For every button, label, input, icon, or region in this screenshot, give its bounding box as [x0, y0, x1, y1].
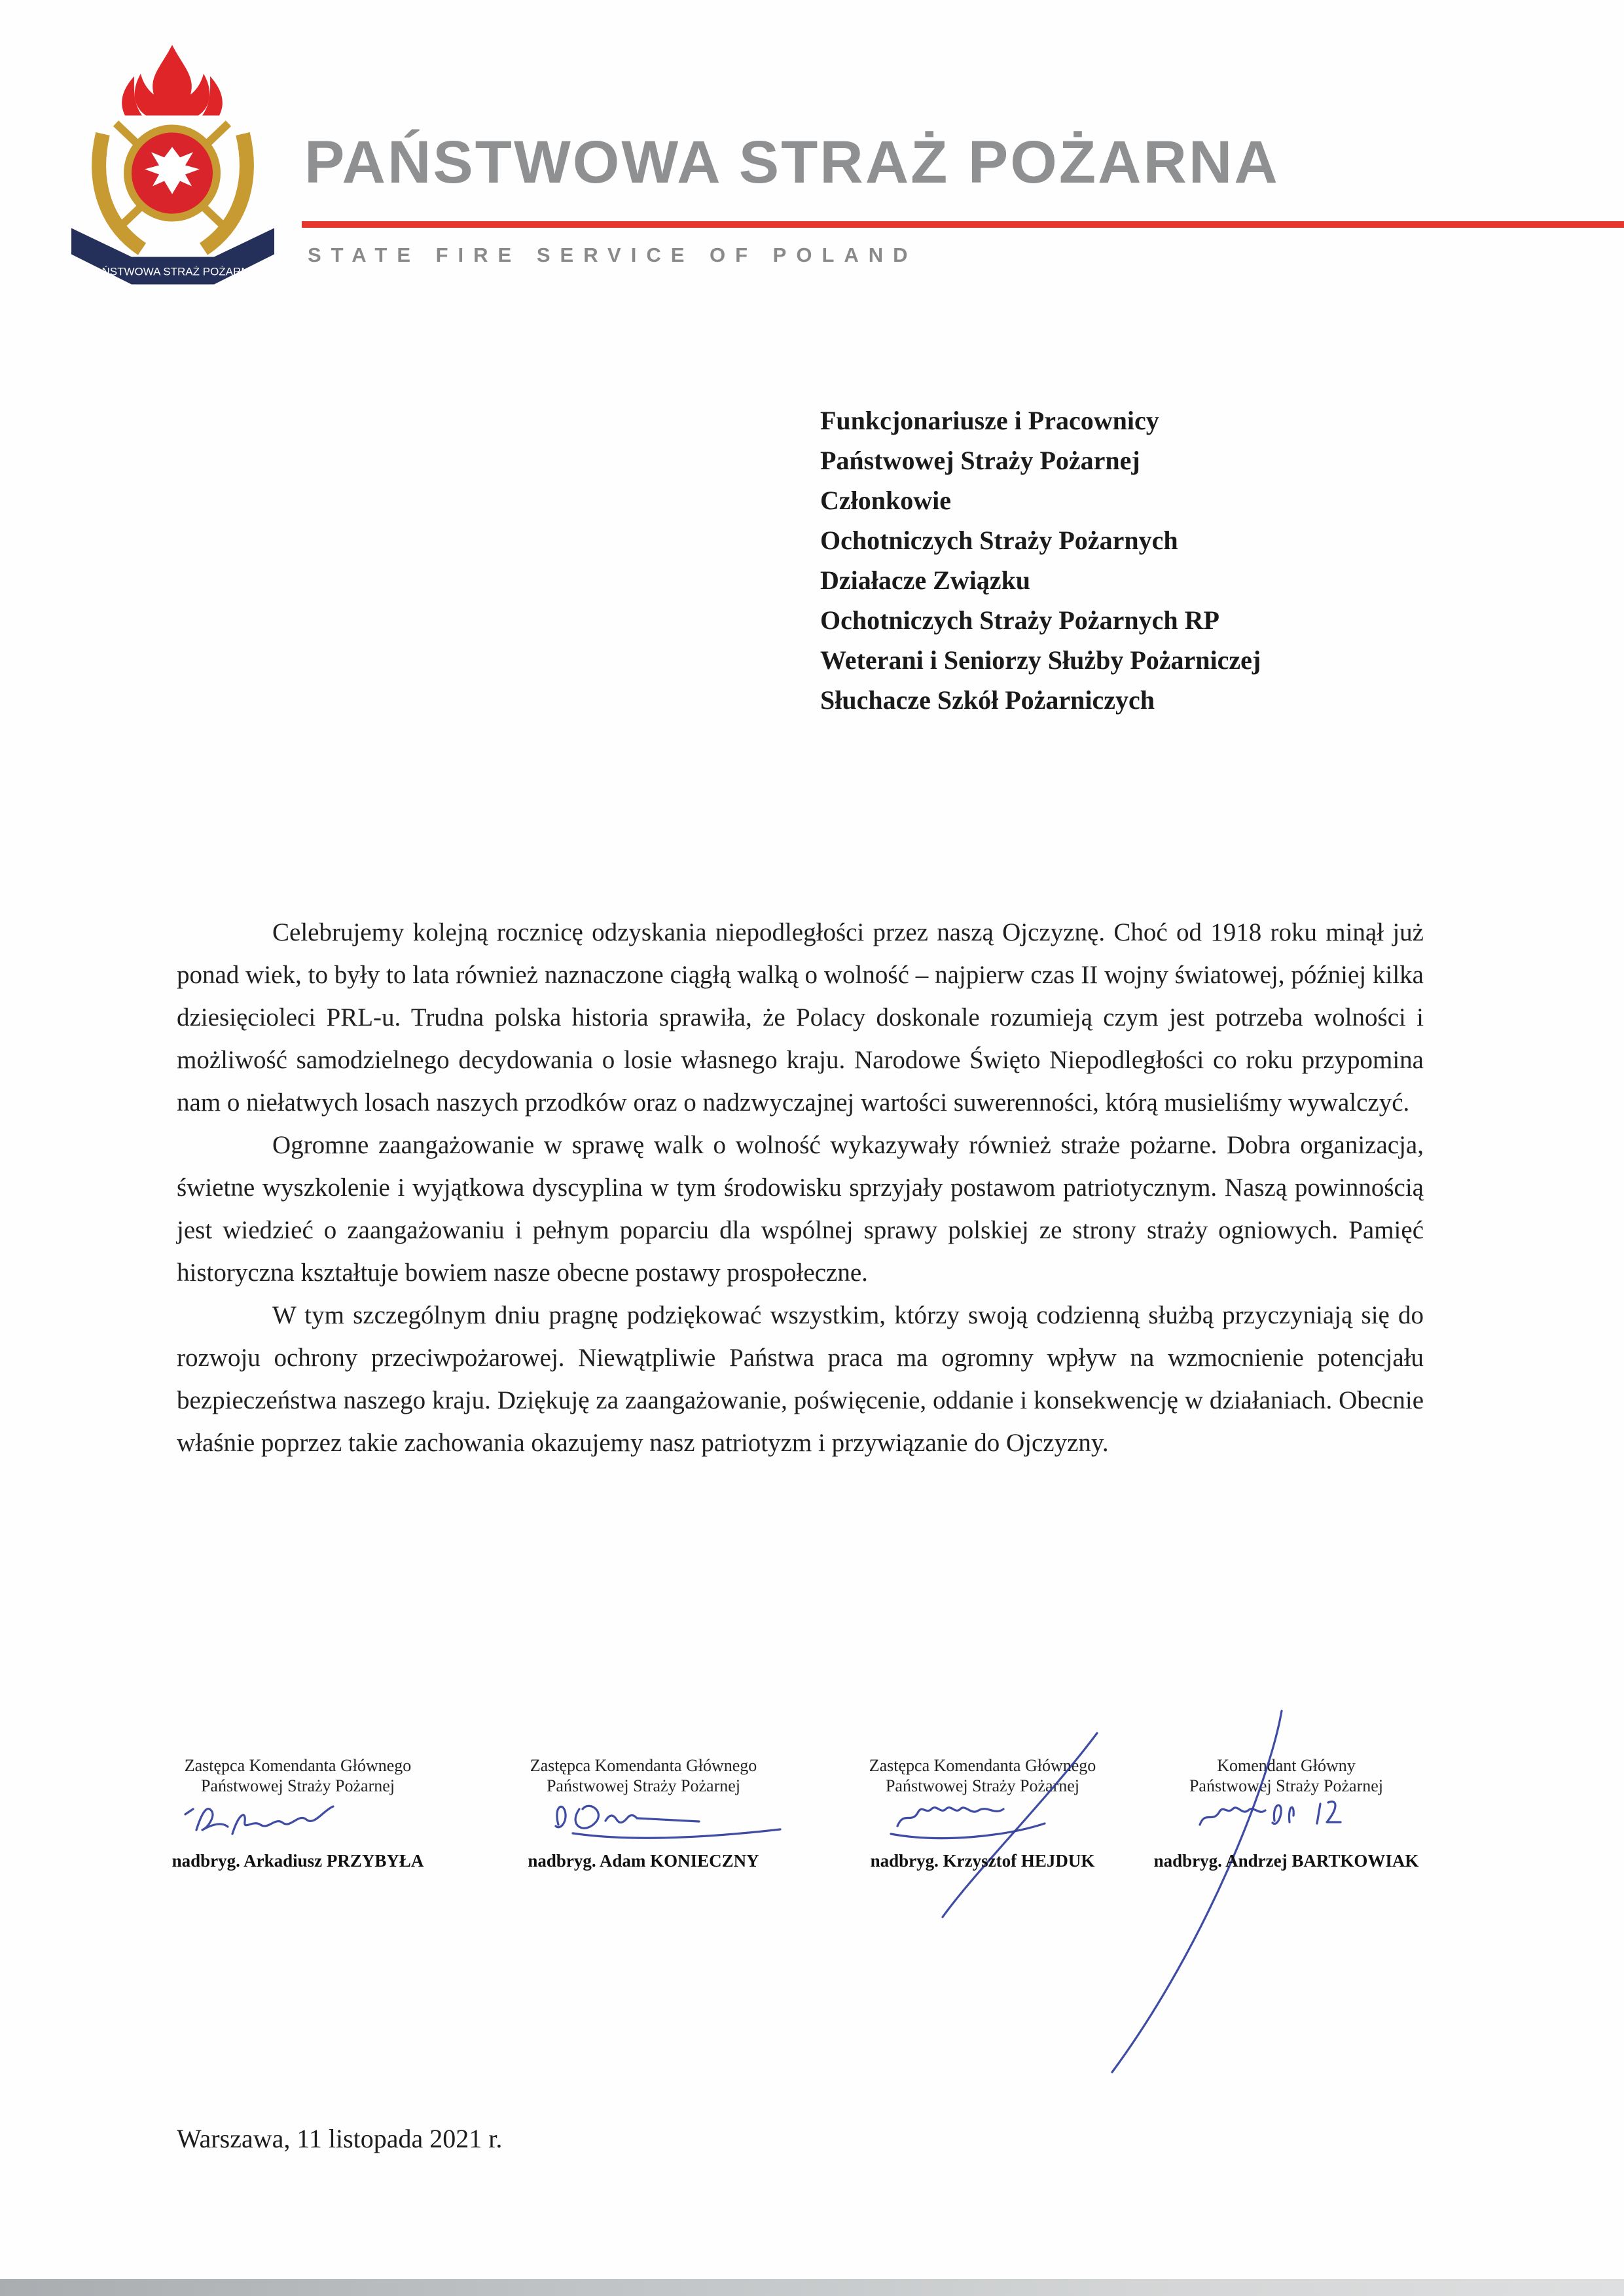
signature-title: Państwowej Straży Pożarnej: [546, 1776, 741, 1795]
signature-title: Państwowej Straży Pożarnej: [885, 1776, 1080, 1795]
recipient-line: Członkowie: [820, 486, 951, 515]
recipient-line: Słuchacze Szkół Pożarniczych: [820, 685, 1155, 715]
signature-title: Komendant Główny: [1217, 1756, 1356, 1775]
recipient-line: Ochotniczych Straży Pożarnych RP: [820, 605, 1219, 635]
flame-icon: [122, 45, 223, 116]
signature-title: Zastępca Komendanta Głównego: [530, 1756, 757, 1775]
recipient-line: Weterani i Seniorzy Służby Pożarniczej: [820, 645, 1261, 675]
date-line: Warszawa, 11 listopada 2021 r.: [177, 2124, 503, 2153]
recipients-block: [820, 401, 1261, 720]
header-rule: [302, 221, 1624, 228]
signature-handwriting: [480, 1792, 807, 1857]
signature-block: [134, 1755, 461, 1871]
signature-title: Państwowej Straży Pożarnej: [1189, 1776, 1384, 1795]
signature-name: nadbryg. Krzysztof HEJDUK: [870, 1851, 1095, 1871]
recipient-line: Ochotniczych Straży Pożarnych: [820, 526, 1178, 555]
signature-handwriting: [1123, 1792, 1450, 1857]
signature-title: Zastępca Komendanta Głównego: [869, 1756, 1096, 1775]
signature-block: [480, 1755, 807, 1871]
recipient-line: Państwowej Straży Pożarnej: [820, 446, 1140, 475]
signature-name: nadbryg. Arkadiusz PRZYBYŁA: [171, 1851, 424, 1871]
page-title: PAŃSTWOWA STRAŻ POŻARNA: [304, 129, 1280, 196]
signature-title: Zastępca Komendanta Głównego: [184, 1756, 412, 1775]
paragraph: Ogromne zaangażowanie w sprawę walk o wolność wykazywały również straże pożarne. Dobra organizacja, świetne wyszkolenie i wyjątkowa dyscyplina w tym środowisku sprzyjały postawom patriotycznym. Naszą powinnością jest wiedzieć o zaangażowaniu i pełnym poparciu dla wspólnej sprawy polskiej ze strony straży ogniowych. Pamięć historyczna kształtuje bowiem nasze obecne postawy prospołeczne.: [177, 1131, 1424, 1287]
header-subtitle: STATE FIRE SERVICE OF POLAND: [308, 243, 918, 266]
signature-handwriting: [819, 1792, 1146, 1857]
paragraph: Celebrujemy kolejną rocznicę odzyskania niepodległości przez naszą Ojczyznę. Choć od 1918 roku minął już ponad wiek, to były to lata również naznaczone ciągłą walką o wolność – najpierw czas II wojny światowej, później kilka dziesięcioleci PRL-u. Trudna polska historia sprawiła, że Polacy doskonale rozumieją czym jest potrzeba wolności i możliwość samodzielnego decydowania o losie własnego kraju. Narodowe Święto Niepodległości co roku przypomina nam o niełatwych losach naszych przodków oraz o nadzwyczajnej wartości suwerenności, którą musieliśmy wywalczyć.: [177, 918, 1424, 1117]
letter-body: [177, 911, 1424, 1464]
recipient-line: Funkcjonariusze i Pracownicy: [820, 406, 1159, 435]
psp-crest-logo: [66, 37, 280, 287]
signature-name: nadbryg. Adam KONIECZNY: [528, 1851, 759, 1871]
signature-block: [819, 1755, 1146, 1871]
signature-name: nadbryg. Andrzej BARTKOWIAK: [1153, 1851, 1419, 1871]
signature-title: Państwowej Straży Pożarnej: [200, 1776, 395, 1795]
recipient-line: Działacze Związku: [820, 565, 1031, 595]
scan-artifact-strip: [0, 2279, 1624, 2296]
signature-handwriting: [134, 1792, 461, 1857]
signature-block: [1123, 1755, 1450, 1871]
ribbon-banner-text: PAŃSTWOWA STRAŻ POŻARNA: [88, 265, 257, 278]
paragraph: W tym szczególnym dniu pragnę podziękować wszystkim, którzy swoją codzienną służbą przyczyniają się do rozwoju ochrony przeciwpożarowej. Niewątpliwie Państwa praca ma ogromny wpływ na wzmocnienie potencjału bezpieczeństwa naszego kraju. Dziękuję za zaangażowanie, poświęcenie, oddanie i konsekwencję w działaniach. Obecnie właśnie poprzez takie zachowania okazujemy nasz patriotyzm i przywiązanie do Ojczyzny.: [177, 1301, 1424, 1457]
